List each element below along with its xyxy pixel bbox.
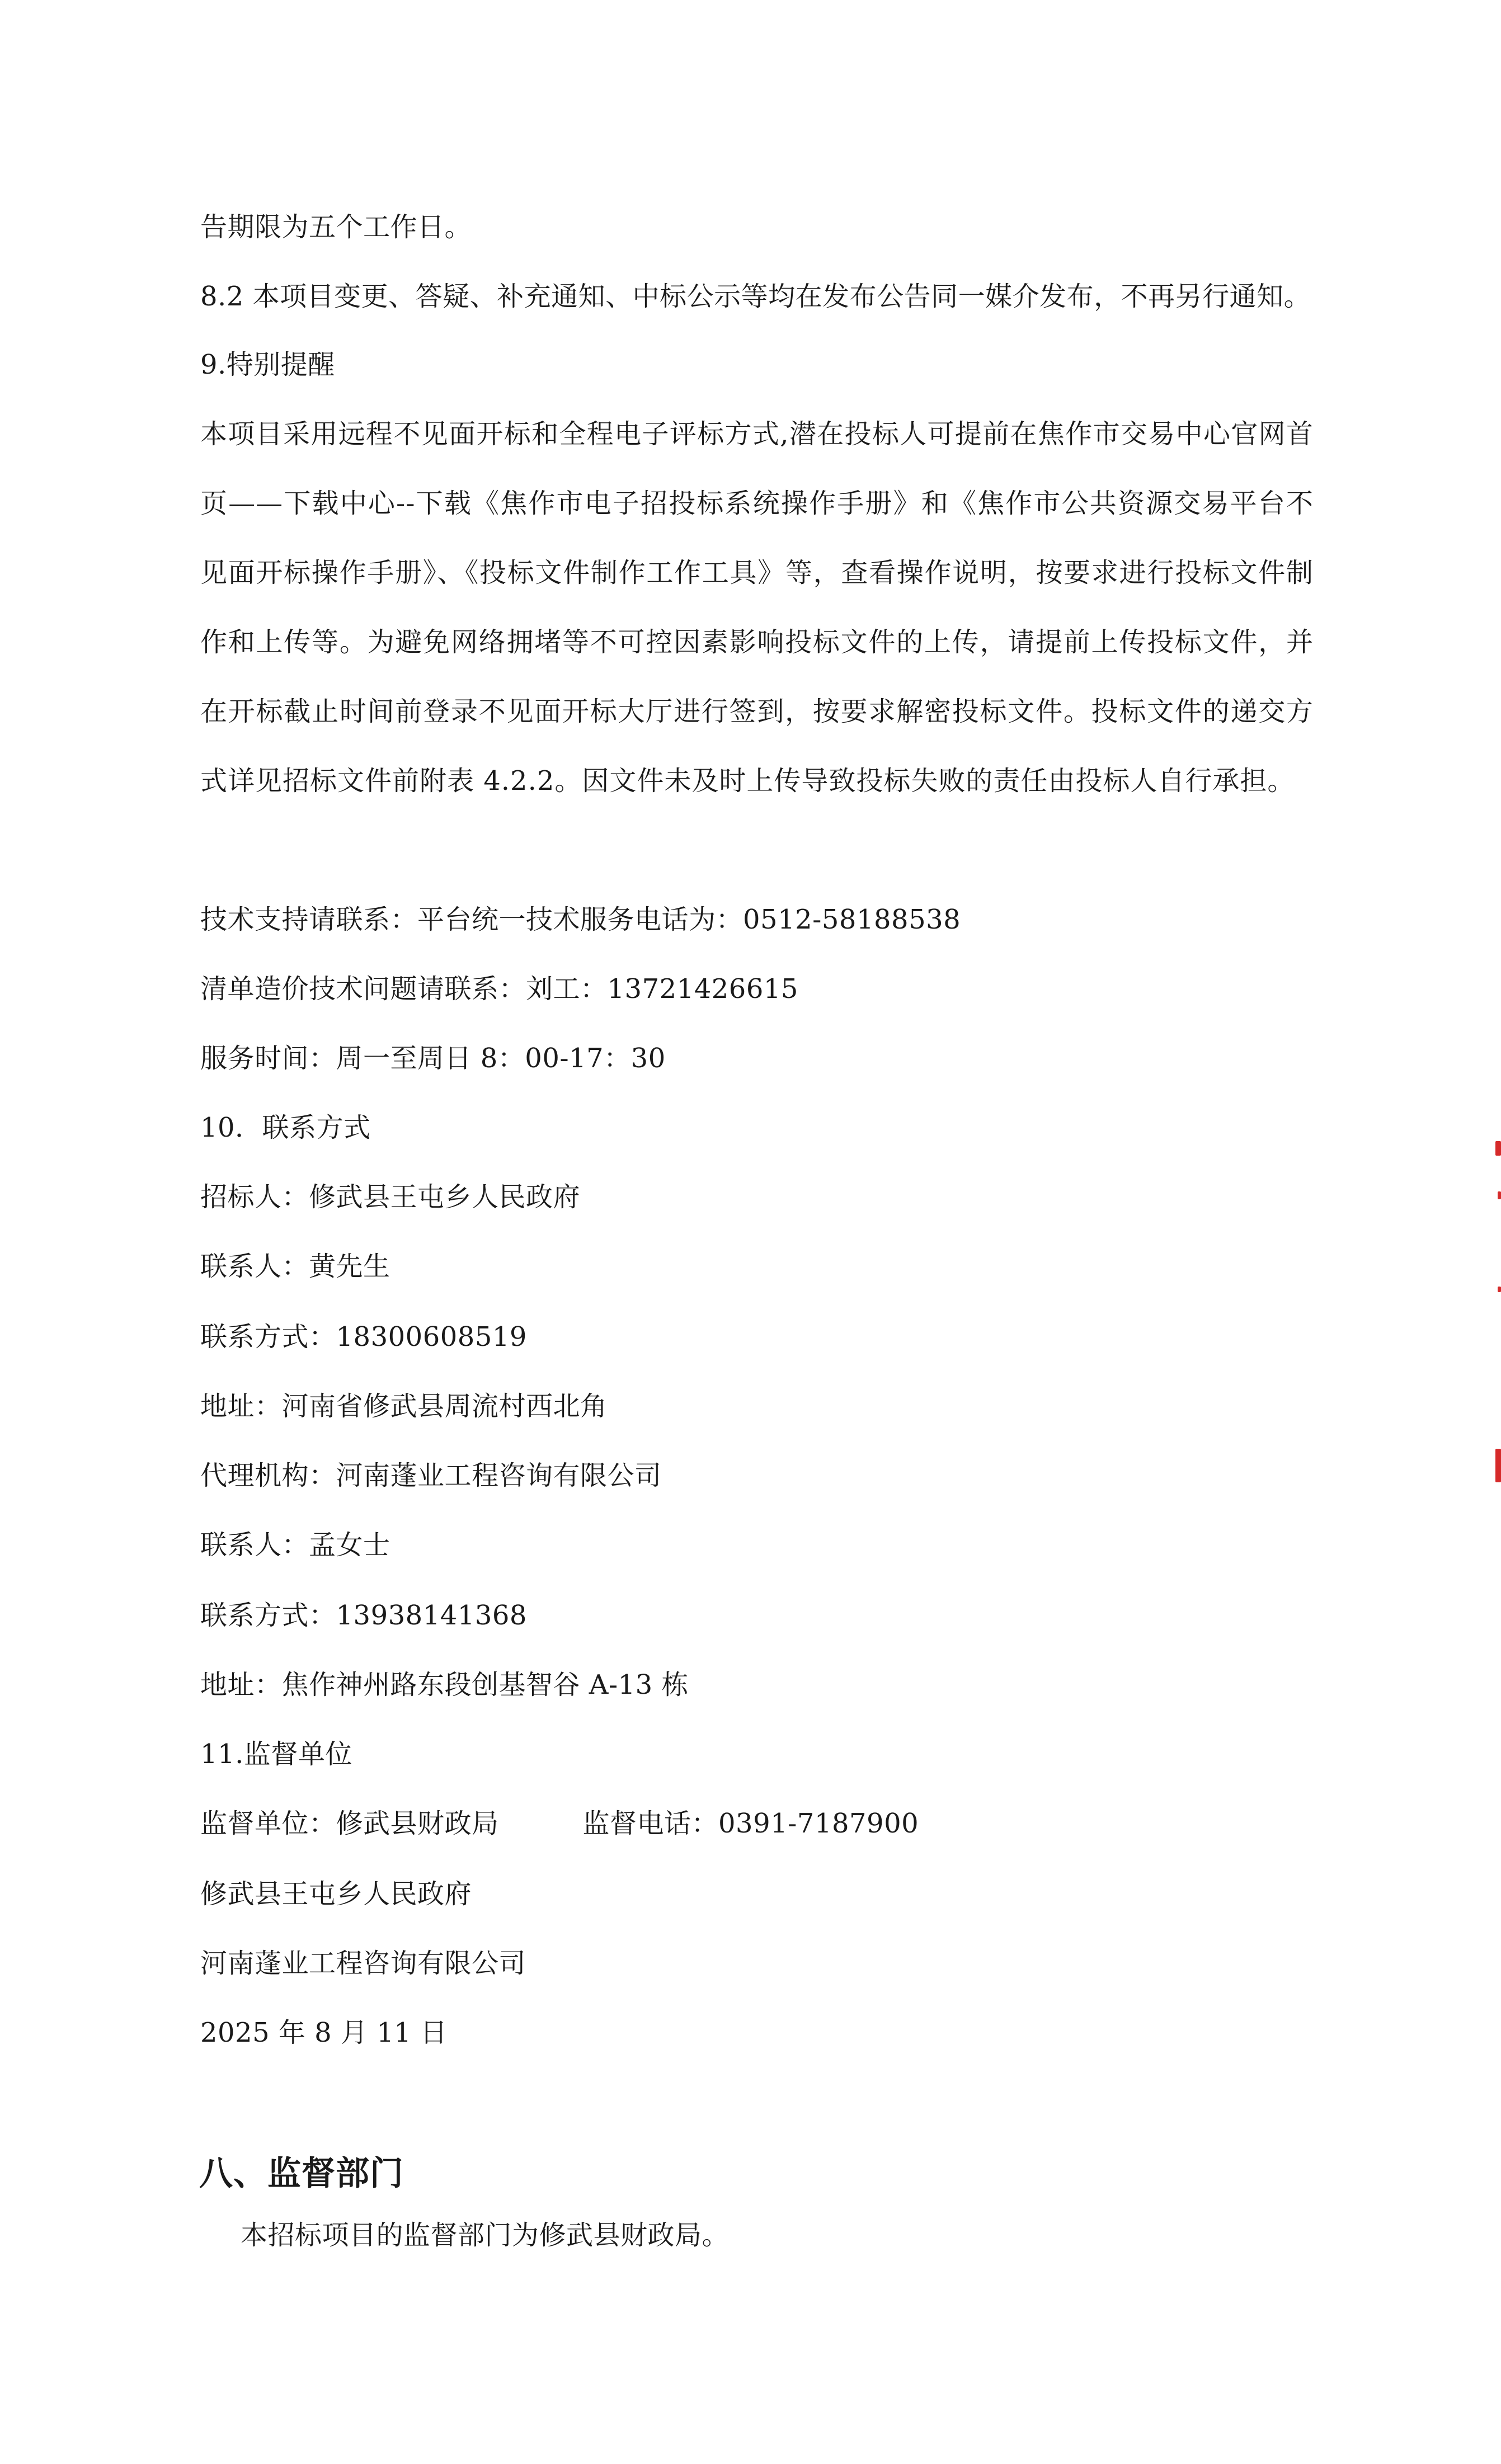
special-reminder-paragraph: 本项目采用远程不见面开标和全程电子评标方式,潜在投标人可提前在焦作市交易中心官网首页——下载中心--下载《焦作市电子招投标系统操作手册》和《焦作市公共资源交易平台不见面开标操作手册》、《投标文件制作工作工具》等，查看操作说明，按要求进行投标文件制作和上传等。为避免网络拥堵等不可控因素影响投标文件的上传，请提前上传投标文件，并在开标截止时间前登录不见面开标大厅进行签到，按要求解密投标文件。投标文件的递交方式详见招标文件前附表 4.2.2。因文件未及时上传导致投标失败的责任由投标人自行承担。 xyxy=(200,418,1314,797)
item-9-heading: 9.特别提醒 xyxy=(200,349,335,380)
edge-stamp-fragment xyxy=(1495,1449,1501,1482)
tenderer-address-line: 地址：河南省修武县周流村西北角 xyxy=(200,1391,608,1422)
item-10-heading: 10．联系方式 xyxy=(200,1112,371,1143)
pricing-support-line: 清单造价技术问题请联系：刘工：13721426615 xyxy=(200,973,798,1005)
notice-period-line: 告期限为五个工作日。 xyxy=(200,211,472,243)
agency-phone-line: 联系方式：13938141368 xyxy=(200,1600,527,1631)
tech-support-line: 技术支持请联系：平台统一技术服务电话为：0512-58188538 xyxy=(200,904,961,935)
signature-agency: 河南蓬业工程咨询有限公司 xyxy=(200,1948,526,1979)
tenderer-contact-line: 联系人：黄先生 xyxy=(200,1251,390,1282)
edge-stamp-fragment xyxy=(1498,1191,1501,1199)
supervisor-row xyxy=(200,1807,919,1840)
section-8-heading: 八、监督部门 xyxy=(199,2154,404,2193)
agency-contact-line: 联系人：孟女士 xyxy=(200,1529,390,1561)
supervisor-unit: 监督单位：修武县财政局 xyxy=(200,1808,499,1839)
tenderer-line: 招标人：修武县王屯乡人民政府 xyxy=(200,1181,581,1213)
edge-stamp-fragment xyxy=(1498,1287,1501,1292)
agency-address-line: 地址：焦作神州路东段创基智谷 A-13 栋 xyxy=(200,1669,689,1700)
agency-line: 代理机构：河南蓬业工程咨询有限公司 xyxy=(200,1460,662,1491)
signature-date: 2025 年 8 月 11 日 xyxy=(200,2017,448,2048)
signature-government: 修武县王屯乡人民政府 xyxy=(200,1878,472,1910)
section-8-body: 本招标项目的监督部门为修武县财政局。 xyxy=(241,2220,730,2251)
edge-stamp-fragment xyxy=(1495,1141,1501,1156)
supervisor-phone: 监督电话：0391-7187900 xyxy=(582,1808,919,1839)
item-8-2: 8.2 本项目变更、答疑、补充通知、中标公示等均在发布公告同一媒介发布，不再另行通知。 xyxy=(200,281,1311,312)
service-time-line: 服务时间：周一至周日 8：00-17：30 xyxy=(200,1043,666,1074)
tenderer-phone-line: 联系方式：18300608519 xyxy=(200,1321,527,1353)
item-11-heading: 11.监督单位 xyxy=(200,1739,352,1770)
